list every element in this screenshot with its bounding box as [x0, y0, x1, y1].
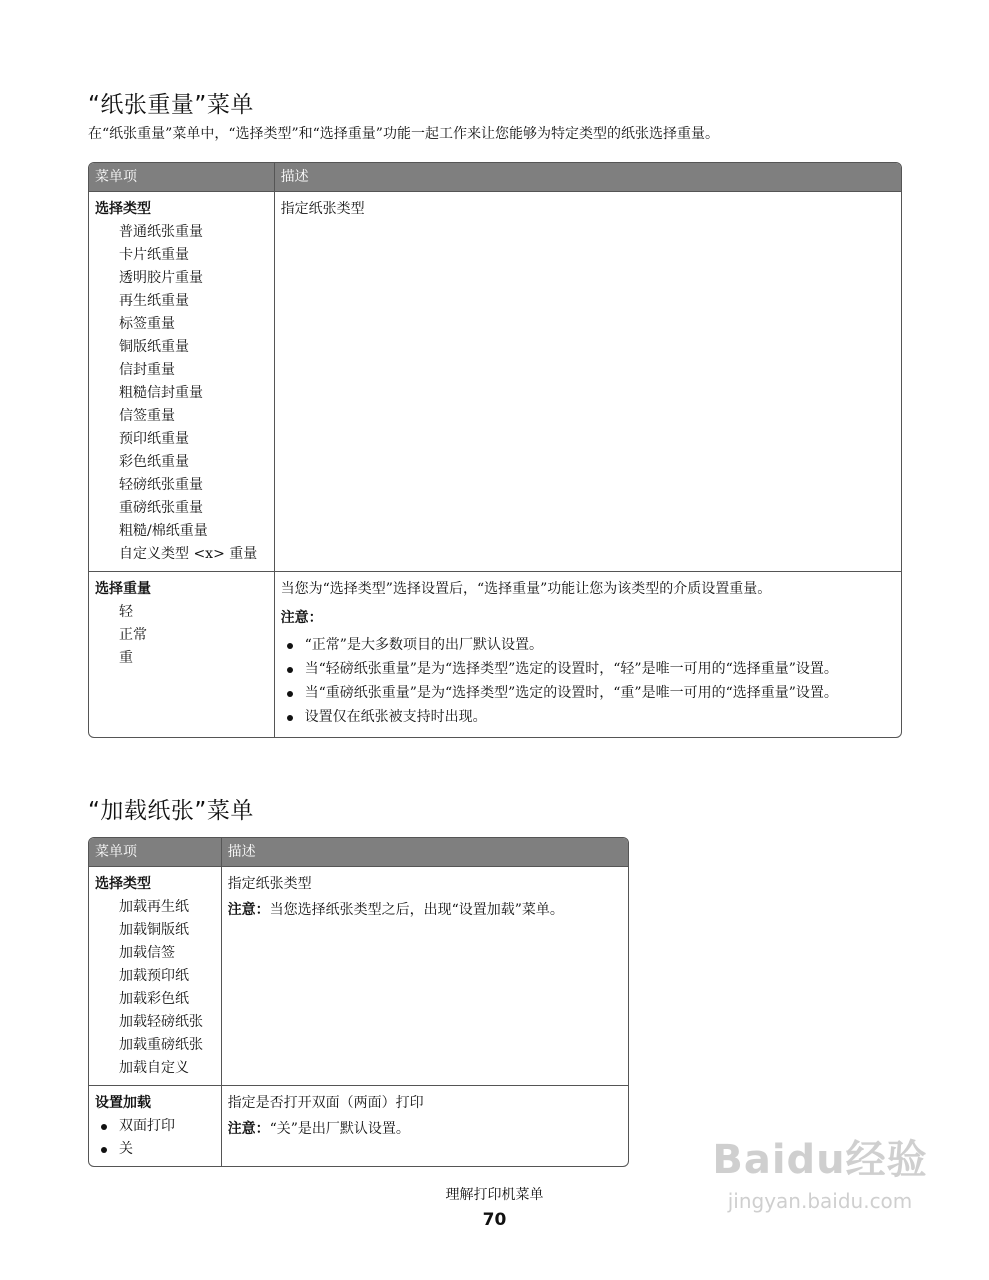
note-label: 注意： [227, 902, 270, 918]
menu-option: 重 [119, 650, 133, 666]
menu-option: 双面打印 [95, 1115, 215, 1138]
table-row [89, 192, 901, 572]
section-intro: 在“纸张重量”菜单中，“选择类型”和“选择重量”功能一起工作来让您能够为特定类型的纸张选择重量。 [88, 126, 719, 142]
menu-option: 卡片纸重量 [119, 247, 189, 263]
menu-option: 透明胶片重量 [119, 270, 203, 286]
description-text: 指定纸张类型 [280, 201, 365, 217]
section-title-paper-weight: “纸张重量”菜单 [88, 92, 254, 118]
menu-option: 铜版纸重量 [119, 339, 189, 355]
note-paragraph [228, 899, 622, 922]
menu-option: 加载预印纸 [119, 968, 189, 984]
menu-option: 标签重量 [119, 316, 175, 332]
menu-option: 自定义类型 <x> 重量 [119, 546, 258, 562]
table-header-row [89, 163, 901, 192]
menu-option: 粗糙/棉纸重量 [119, 523, 208, 539]
menu-option: 加载铜版纸 [119, 922, 189, 938]
menu-option: 普通纸张重量 [119, 224, 203, 240]
page-number: 70 [482, 1210, 507, 1230]
description-text: 当您为“选择类型”选择设置后，“选择重量”功能让您为该类型的介质设置重量。 [280, 581, 772, 597]
description-cell [221, 1086, 628, 1166]
description-cell [221, 867, 628, 1086]
header-description: 描述 [274, 163, 901, 192]
note-paragraph [228, 1118, 622, 1141]
notes-list [281, 636, 895, 727]
menu-item-cell [89, 192, 274, 572]
menu-item-title: 设置加载 [95, 1095, 151, 1111]
description-cell [274, 572, 901, 737]
menu-option: 轻 [119, 604, 133, 620]
description-text: 指定纸张类型 [227, 876, 312, 892]
paper-weight-table [88, 162, 902, 738]
menu-option: 预印纸重量 [119, 431, 189, 447]
menu-item-title: 选择类型 [95, 876, 151, 892]
menu-item-title: 选择重量 [95, 581, 151, 597]
menu-item-cell [89, 572, 274, 737]
section-title-load-paper: “加载纸张”菜单 [88, 798, 254, 824]
menu-option: 粗糙信封重量 [119, 385, 203, 401]
table-row [89, 867, 628, 1086]
menu-option: 重磅纸张重量 [119, 500, 203, 516]
menu-option: 轻磅纸张重量 [119, 477, 203, 493]
watermark-logo: Baidu经验 [712, 1137, 928, 1183]
menu-option: 关 [95, 1138, 215, 1161]
menu-item-cell [89, 867, 221, 1086]
table-row [89, 1086, 628, 1166]
note-label: 注意： [227, 1121, 270, 1137]
note-item: 当“重磅纸张重量”是为“选择类型”选定的设置时，“重”是唯一可用的“选择重量”设置。 [281, 684, 895, 703]
table-header-row [89, 838, 628, 867]
menu-option: 再生纸重量 [119, 293, 189, 309]
note-item: “正常”是大多数项目的出厂默认设置。 [281, 636, 895, 655]
menu-option: 加载信签 [119, 945, 175, 961]
menu-option: 加载轻磅纸张 [119, 1014, 203, 1030]
menu-option: 信封重量 [119, 362, 175, 378]
header-menu-item: 菜单项 [89, 163, 274, 192]
load-paper-table [88, 837, 629, 1167]
footer-title: 理解打印机菜单 [445, 1187, 544, 1203]
description-text: 指定是否打开双面（两面）打印 [227, 1095, 424, 1111]
baidu-watermark [700, 1128, 940, 1258]
menu-option: 加载再生纸 [119, 899, 189, 915]
menu-option: 加载重磅纸张 [119, 1037, 203, 1053]
note-item: 设置仅在纸张被支持时出现。 [281, 708, 895, 727]
menu-option: 加载自定义 [119, 1060, 189, 1076]
menu-option: 加载彩色纸 [119, 991, 189, 1007]
table-row [89, 572, 901, 737]
note-text: 当您选择纸张类型之后，出现“设置加载”菜单。 [269, 902, 564, 918]
watermark-url: jingyan.baidu.com [727, 1189, 913, 1213]
note-text: “关”是出厂默认设置。 [269, 1121, 410, 1137]
menu-option: 正常 [119, 627, 147, 643]
option-list [95, 1115, 215, 1161]
header-description: 描述 [221, 838, 628, 867]
menu-item-title: 选择类型 [95, 201, 151, 217]
note-item: 当“轻磅纸张重量”是为“选择类型”选定的设置时，“轻”是唯一可用的“选择重量”设置。 [281, 660, 895, 679]
description-cell [274, 192, 901, 572]
header-menu-item: 菜单项 [89, 838, 221, 867]
note-label: 注意： [280, 610, 323, 626]
menu-option: 彩色纸重量 [119, 454, 189, 470]
menu-item-cell [89, 1086, 221, 1166]
menu-option: 信签重量 [119, 408, 175, 424]
